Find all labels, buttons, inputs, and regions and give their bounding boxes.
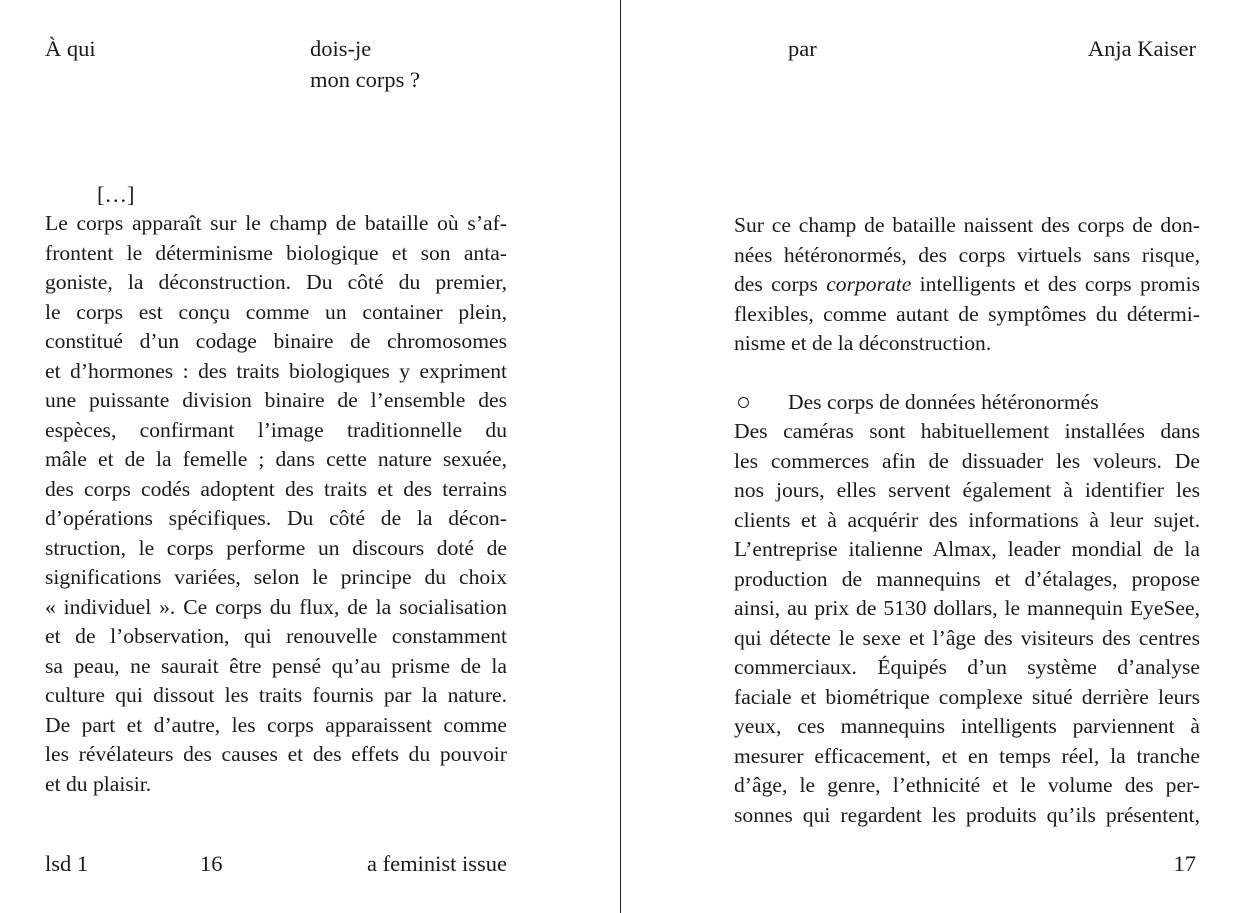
text-line: sonnes qui regardent les produits qu’ils présentent,: [734, 802, 1200, 827]
text-line: [734, 329, 1200, 359]
text-run: flexibles, comme autant de symptômes du détermi-: [734, 301, 1200, 326]
text-line: les commerces afin de dissuader les voleurs. De: [734, 448, 1200, 473]
text-line: et de l’observation, qui renouvelle constamment: [45, 624, 507, 648]
text-line: [734, 241, 1200, 271]
text-line: mâle et de la femelle ; dans cette nature sexuée,: [45, 447, 507, 471]
text-line: L’entreprise italienne Almax, leader mondial de la: [734, 537, 1200, 561]
right-intro-paragraph: [734, 211, 1200, 359]
text-line: [734, 211, 1200, 241]
text-line: goniste, la déconstruction. Du côté du premier,: [45, 270, 507, 294]
text-line: significations variées, selon le principe du choix: [45, 565, 507, 589]
text-line: faciale et biométrique complexe situé derrière leurs: [734, 684, 1200, 709]
text-line: Des caméras sont habituellement installées dans: [734, 419, 1200, 443]
italic-term: corporate: [826, 272, 912, 296]
text-line: [734, 270, 1200, 300]
title-part-2: [310, 33, 420, 95]
text-run: nées hétéronormés, des corps virtuels sans risque,: [734, 242, 1200, 267]
text-line: espèces, confirmant l’image traditionnelle du: [45, 417, 507, 442]
text-line: nos jours, elles servent également à identifier les: [734, 478, 1200, 502]
byline-par: par: [788, 36, 817, 61]
title-part-1: À qui: [45, 36, 96, 61]
text-line: et d’hormones : des traits biologiques y expriment: [45, 358, 507, 383]
right-section-paragraph: [734, 417, 1200, 830]
text-line: le corps est conçu comme un container plein,: [45, 299, 507, 324]
page-number-left: 16: [200, 851, 223, 876]
title-part-2-line-1: dois-je: [310, 36, 372, 61]
text-line: mesurer efficacement, et en temps réel, la tranche: [734, 743, 1200, 768]
text-line: d’âge, le genre, l’ethnicité et le volume des per-: [734, 773, 1200, 797]
text-line: De part et d’autre, les corps apparaissent comme: [45, 712, 507, 737]
text-line: les révélateurs des causes et des effets du pouvoir: [45, 742, 507, 766]
text-line: sa peau, ne saurait être pensé qu’au prisme de la: [45, 653, 507, 678]
left-body-paragraph: [45, 209, 507, 799]
footer-theme: a feminist issue: [367, 851, 507, 876]
text-line: frontent le déterminisme biologique et son anta-: [45, 240, 507, 265]
page-number-right: 17: [1173, 851, 1196, 876]
text-line: clients et à acquérir des informations à leur sujet.: [734, 507, 1200, 532]
text-line: culture qui dissout les traits fournis par la nature.: [45, 683, 507, 707]
text-run: Sur ce champ de bataille naissent des corps de don-: [734, 213, 1200, 237]
author-name: Anja Kaiser: [1087, 36, 1196, 61]
text-run: intelligents et des corps promis: [911, 272, 1200, 296]
omission-ellipsis: […]: [97, 182, 135, 207]
text-line: [734, 300, 1200, 330]
text-line: et du plaisir.: [45, 771, 152, 796]
subheading-text: Des corps de données hétéronormés: [788, 390, 1099, 414]
text-line: production de mannequins et d’étalages, propose: [734, 566, 1200, 591]
circle-bullet-icon: [738, 397, 749, 408]
text-line: d’opérations spécifiques. Du côté de la décon-: [45, 506, 507, 530]
text-line: Le corps apparaît sur le champ de bataille où s’af-: [45, 211, 507, 235]
text-line: ainsi, au prix de 5130 dollars, le mannequin EyeSee,: [734, 596, 1200, 620]
text-run: des corps: [734, 272, 827, 296]
text-run: nisme et de la déconstruction.: [734, 331, 992, 355]
right-page: [621, 0, 1240, 913]
text-line: commerciaux. Équipés d’un système d’analyse: [734, 655, 1200, 679]
text-line: yeux, ces mannequins intelligents parviennent à: [734, 714, 1200, 738]
text-line: une puissante division binaire de l’ensemble des: [45, 388, 507, 412]
footer-issue: lsd 1: [45, 851, 89, 876]
section-subheading: [734, 388, 1099, 418]
text-line: constitué d’un codage binaire de chromosomes: [45, 329, 507, 353]
text-line: « individuel ». Ce corps du flux, de la socialisation: [45, 594, 507, 619]
title-part-2-line-2: mon corps ?: [310, 67, 420, 92]
text-line: struction, le corps performe un discours doté de: [45, 535, 507, 560]
text-line: qui détecte le sexe et l’âge des visiteurs des centres: [734, 625, 1200, 650]
text-line: des corps codés adoptent des traits et des terrains: [45, 476, 507, 501]
